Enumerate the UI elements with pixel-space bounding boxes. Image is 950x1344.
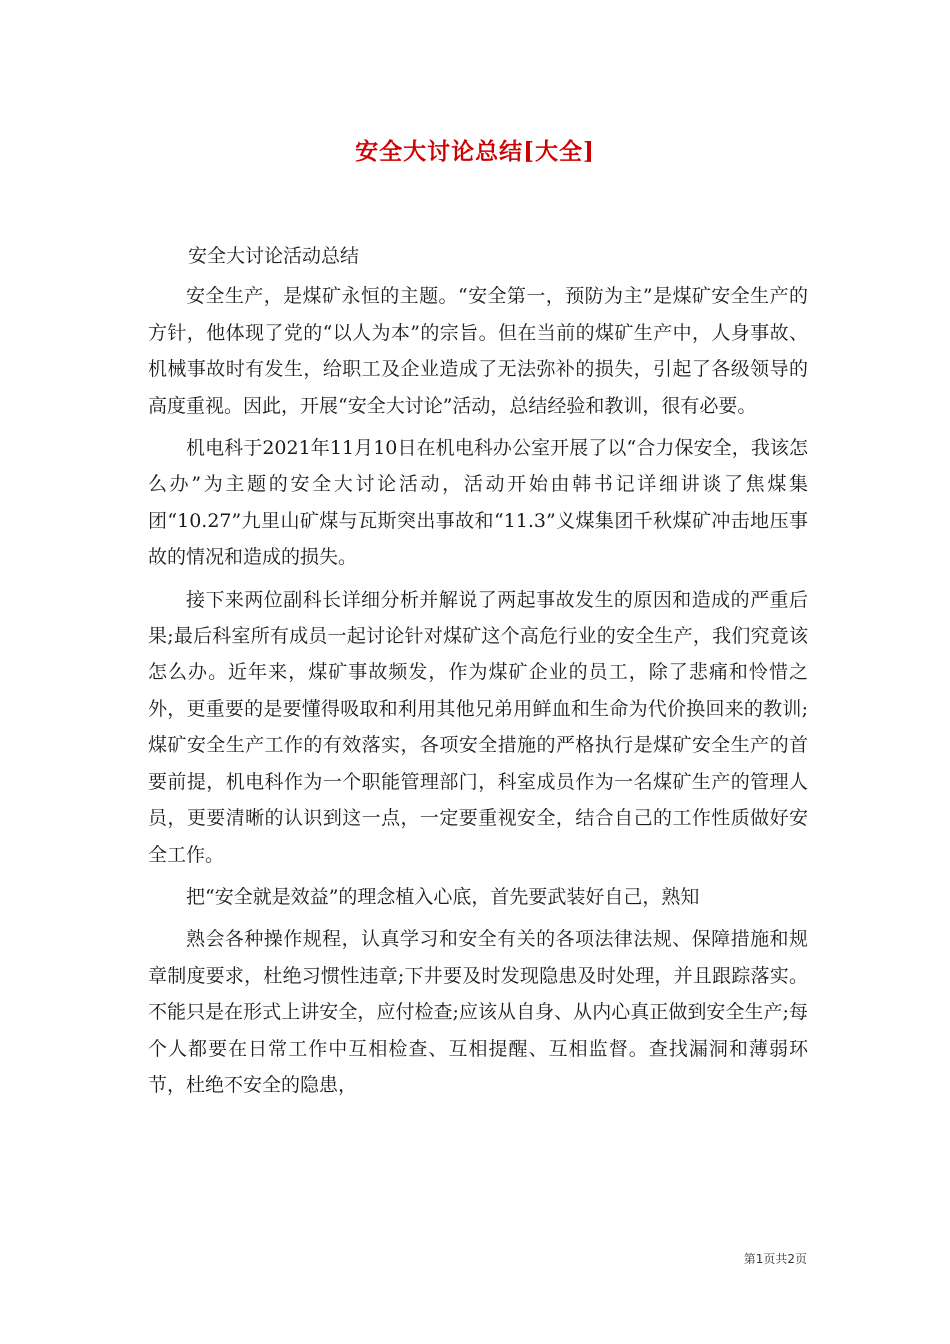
paragraph-5: 熟会各种操作规程，认真学习和安全有关的各项法律法规、保障措施和规章制度要求，杜绝习惯性违章;下井要及时发现隐患及时处理，并且跟踪落实。不能只是在形式上讲安全，应付检查;应该从自身、从内心真正做到安全生产;每个人都要在日常工作中互相检查、互相提醒、互相监督。查找漏洞和薄弱环节，杜绝不安全的隐患， [148,928,808,1096]
paragraph-2: 机电科于2021年11月10日在机电科办公室开展了以“合力保安全，我该怎么办”为主题的安全大讨论活动，活动开始由韩书记详细讲谈了焦煤集团“10.27”九里山矿煤与瓦斯突出事故和“11.3”义煤集团千秋煤矿冲击地压事故的情况和造成的损失。 [148,437,808,569]
paragraph-1: 安全生产，是煤矿永恒的主题。“安全第一，预防为主”是煤矿安全生产的方针，他体现了党的“以人为本”的宗旨。但在当前的煤矿生产中，人身事故、机械事故时有发生，给职工及企业造成了无法弥补的损失，引起了各级领导的高度重视。因此，开展“安全大讨论”活动，总结经验和教训，很有必要。 [148,285,808,417]
document-body [148,238,808,1103]
page-number: 第1页共2页 [743,1252,807,1266]
paragraph-3: 接下来两位副科长详细分析并解说了两起事故发生的原因和造成的严重后果;最后科室所有成员一起讨论针对煤矿这个高危行业的安全生产，我们究竟该怎么办。近年来，煤矿事故频发，作为煤矿企业的员工，除了悲痛和怜惜之外，更重要的是要懂得吸取和利用其他兄弟用鲜血和生命为代价换回来的教训;煤矿安全生产工作的有效落实，各项安全措施的严格执行是煤矿安全生产的首要前提，机电科作为一个职能管理部门，科室成员作为一名煤矿生产的管理人员，更要清晰的认识到这一点，一定要重视安全，结合自己的工作性质做好安全工作。 [148,588,808,866]
document-subtitle: 安全大讨论活动总结 [188,245,360,267]
paragraph-4: 把“安全就是效益”的理念植入心底，首先要武装好自己，熟知 [186,885,700,908]
document-title: 安全大讨论总结[大全] [355,138,595,165]
